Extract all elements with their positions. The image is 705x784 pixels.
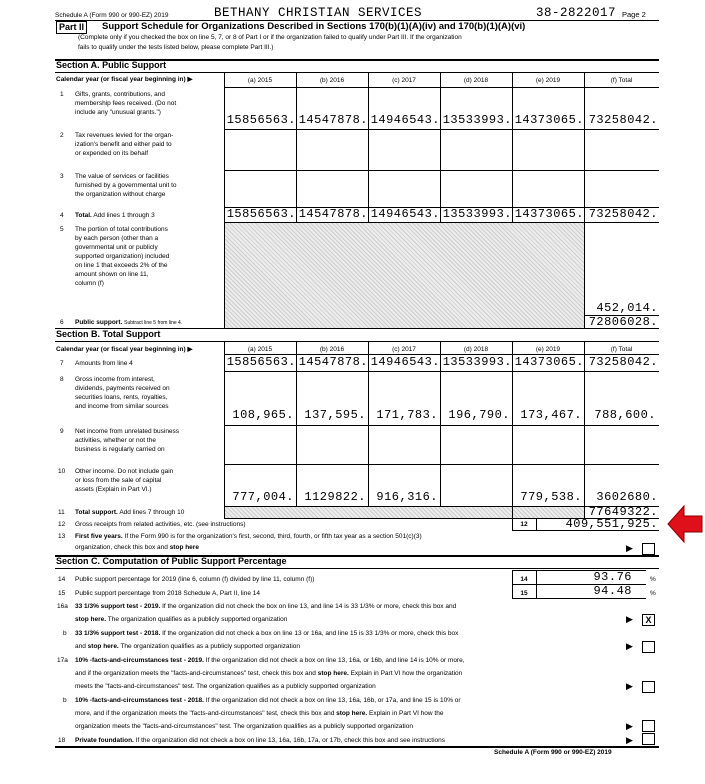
shaded-area (224, 506, 584, 518)
line-17a-number: 17a (57, 657, 68, 664)
line-17b-label-2: more, and if the organization meets the "facts-and-circumstances" test, check this box and stop here. Explain in Part VI how the (75, 710, 444, 717)
line-2-label: Tax revenues levied for the organ- ization's benefit and either paid to or expended on its behalf (75, 132, 174, 157)
line-11-f: 77649322. (588, 505, 658, 519)
line-4-b: 14547878. (298, 207, 368, 221)
line-4-c: 14946543. (370, 207, 440, 221)
right-triangle-icon: ▶ (187, 346, 193, 353)
line-16a-checkbox[interactable]: X (642, 614, 655, 626)
line-17a-label: 10% -facts-and-circumstances test - 2019. If the organization did not check a box on line 13, 16a, or 16b, and line 14 is 10% or more, (75, 657, 465, 664)
line-14-number: 14 (58, 576, 66, 583)
right-triangle-icon: ▶ (626, 735, 633, 745)
line-8-d: 196,790. (448, 408, 510, 422)
line-7-d: 13533993. (442, 355, 512, 369)
right-triangle-icon: ▶ (626, 614, 633, 624)
line-8-number: 8 (60, 376, 64, 383)
rule (224, 72, 225, 328)
col-b: (b) 2016 (319, 346, 345, 353)
section-a-title: Section A. Public Support (56, 60, 167, 70)
line-4-e: 14373065. (514, 207, 584, 221)
part-title: Support Schedule for Organizations Described in Sections 170(b)(1)(A)(iv) and 170(b)(1)(A)(vi) (102, 21, 526, 32)
line-1-e: 14373065. (514, 113, 584, 127)
col-c: (c) 2017 (392, 77, 416, 84)
rule (224, 129, 659, 130)
col-f: (f) Total (610, 346, 633, 353)
rule (55, 568, 659, 569)
line-14-label: Public support percentage for 2019 (line 6, column (f) divided by line 11, column (f)) (75, 576, 315, 583)
calendar-year-label-b: Calendar year (or fiscal year beginning in) ▶ (56, 346, 193, 353)
col-c: (c) 2017 (392, 346, 416, 353)
line-7-f: 73258042. (588, 355, 658, 369)
line-5-f: 452,014. (596, 301, 658, 315)
line-18-label: Private foundation. If the organization did not check a box on line 13, 16a, 16b, 17a, or 17b, check this box and see instructions (75, 737, 445, 744)
part-instructions: (Complete only if you checked the box on line 5, 7, or 8 of Part I or if the organization failed to qualify under Part III. If the organization (78, 34, 462, 41)
line-8-e: 173,467. (520, 408, 582, 422)
line-6-number: 6 (60, 319, 64, 326)
line-17a-label-3: meets the "facts-and-circumstances" test. The organization qualifies as a publicly supported organization (75, 683, 376, 690)
line-6-label: Public support. Subtract line 5 from line 4. (75, 319, 183, 326)
line-8-a: 108,965. (232, 408, 294, 422)
line-7-e: 14373065. (514, 355, 584, 369)
line-17b-label-3: organization meets the "facts-and-circumstances" test. The organization qualifies as a publicly supported organization (75, 723, 413, 730)
line-7-number: 7 (60, 360, 64, 367)
rule (224, 222, 659, 223)
col-d: (d) 2018 (463, 77, 489, 84)
calendar-year-label: Calendar year (or fiscal year beginning in) ▶ (56, 76, 193, 83)
rule (224, 464, 659, 465)
line-4-label: Total. Add lines 1 through 3 (75, 212, 155, 219)
rule (296, 72, 297, 222)
line-18-number: 18 (58, 737, 66, 744)
line-15-value: 94.48 (593, 584, 632, 598)
line-14-box-number: 14 (520, 576, 528, 583)
line-10-a: 777,004. (232, 490, 294, 504)
line-5-label: The portion of total contributions by each person (other than a governmental unit or publicly supported organization) included on line 1 that exceeds 2% of the amount shown on line 11, column (f) (75, 226, 170, 287)
right-triangle-icon: ▶ (626, 641, 633, 651)
line-13-label-2: organization, check this box and stop here (75, 544, 199, 551)
red-arrow-icon (666, 504, 704, 544)
col-b: (b) 2016 (319, 77, 345, 84)
ein: 38-2822017 (536, 6, 617, 20)
line-16a-label-2: stop here. The organization qualifies as a publicly supported organization (75, 616, 288, 623)
line-11-label: Total support. Add lines 7 through 10 (75, 509, 185, 516)
line-17a-label-2: and if the organization meets the "facts-and-circumstances" test, check this box and stop here. Explain in Part VI how the organization (75, 670, 463, 677)
line-11-number: 11 (58, 509, 65, 516)
line-12-label: Gross receipts from related activities, etc. (see instructions) (75, 521, 246, 528)
line-17b-label: 10% -facts-and-circumstances test - 2018. If the organization did not check a box on line 13, 16a, 16b, or 17a, and line 15 is 10% or (75, 697, 461, 704)
line-16b-checkbox[interactable] (642, 641, 655, 653)
rule (512, 72, 513, 222)
line-18-checkbox[interactable] (642, 733, 655, 745)
line-17a-checkbox[interactable] (642, 681, 655, 693)
col-e: (e) 2019 (535, 77, 561, 84)
line-2-number: 2 (60, 132, 64, 139)
line-4-d: 13533993. (442, 207, 512, 221)
percent-sign: % (650, 576, 656, 583)
line-16a-label: 33 1/3% support test - 2019. If the organization did not check the box on line 13, and line 14 is 33 1/3% or more, check this box and (75, 603, 457, 610)
rule (584, 72, 585, 328)
line-16b-number: b (63, 630, 67, 637)
line-5-number: 5 (60, 226, 64, 233)
right-triangle-icon: ▶ (626, 721, 633, 731)
line-15-label: Public support percentage from 2018 Schedule A, Part II, line 14 (75, 590, 261, 597)
line-10-b: 1129822. (304, 490, 366, 504)
col-a: (a) 2015 (247, 77, 273, 84)
line-7-b: 14547878. (298, 355, 368, 369)
line-16a-number: 16a (57, 603, 68, 610)
line-1-b: 14547878. (298, 113, 368, 127)
rule (224, 170, 659, 171)
rule (55, 341, 659, 342)
line-17b-number: b (63, 697, 67, 704)
organization-name: BETHANY CHRISTIAN SERVICES (214, 6, 423, 20)
section-c-title: Section C. Computation of Public Support Percentage (56, 556, 287, 566)
rule (368, 72, 369, 222)
line-10-c: 916,316. (376, 490, 438, 504)
right-triangle-icon: ▶ (187, 76, 193, 83)
line-7-a: 15856563. (226, 355, 296, 369)
rule (512, 598, 646, 599)
right-triangle-icon: ▶ (626, 681, 633, 691)
line-6-f: 72806028. (588, 315, 658, 329)
line-16b-label: 33 1/3% support test - 2018. If the organization did not check a box on line 13 or 16a, and line 15 is 33 1/3% or more, check this box (75, 630, 459, 637)
line-12-box-number: 12 (520, 521, 528, 528)
shaded-area (224, 222, 584, 328)
line-13-label: First five years. If the Form 990 is for the organization's first, second, third, fourth, or fifth tax year as a section 501(c)(3) (75, 533, 422, 540)
rule (224, 371, 659, 372)
line-15-number: 15 (58, 590, 66, 597)
section-b-title: Section B. Total Support (56, 329, 161, 339)
line-8-f: 788,600. (594, 408, 656, 422)
line-1-a: 15856563. (226, 113, 296, 127)
part-instructions-2: fails to qualify under the tests listed below, please complete Part III.) (78, 44, 274, 51)
line-1-f: 73258042. (588, 113, 658, 127)
line-12-value: 409,551,925. (565, 517, 658, 531)
form-reference: Schedule A (Form 990 or 990-EZ) 2019 (55, 12, 169, 19)
line-13-number: 13 (58, 533, 66, 540)
line-9-label: Net income from unrelated business activities, whether or not the business is regularly carried on (75, 428, 180, 453)
right-triangle-icon: ▶ (626, 543, 633, 553)
line-8-c: 171,783. (376, 408, 438, 422)
col-f: (f) Total (610, 77, 633, 84)
line-16b-label-2: and stop here. The organization qualifies as a publicly supported organization (75, 643, 301, 650)
col-a: (a) 2015 (247, 346, 273, 353)
col-e: (e) 2019 (535, 346, 561, 353)
line-10-number: 10 (58, 468, 66, 475)
line-9-number: 9 (60, 428, 64, 435)
page-number: Page 2 (622, 10, 646, 19)
line-1-c: 14946543. (370, 113, 440, 127)
rule (224, 87, 659, 88)
line-1-number: 1 (60, 91, 64, 98)
percent-sign: % (650, 590, 656, 597)
line-7-label: Amounts from line 4 (75, 360, 133, 367)
line-7-c: 14946543. (370, 355, 440, 369)
rule (55, 72, 659, 73)
line-3-label: The value of services or facilities furnished by a governmental unit to the organization without charge (75, 173, 177, 198)
line-4-number: 4 (60, 212, 64, 219)
part-label: Part II (56, 21, 87, 34)
rule (224, 425, 659, 426)
line-4-f: 73258042. (588, 207, 658, 221)
line-13-checkbox[interactable] (642, 543, 655, 555)
col-d: (d) 2018 (463, 346, 489, 353)
line-14-value: 93.76 (593, 570, 632, 584)
line-12-number: 12 (58, 521, 66, 528)
line-10-f: 3602680. (596, 490, 658, 504)
footer-form-reference: Schedule A (Form 990 or 990-EZ) 2019 (494, 749, 612, 756)
line-8-b: 137,595. (304, 408, 366, 422)
line-15-box-number: 15 (520, 590, 528, 597)
line-1-label: Gifts, grants, contributions, and membership fees received. (Do not include any "unusual grants.") (75, 91, 177, 116)
line-10-label: Other income. Do not include gain or loss from the sale of capital assets (Explain in Part VI.) (75, 468, 174, 493)
line-3-number: 3 (60, 173, 64, 180)
line-8-label: Gross income from interest, dividends, payments received on securities loans, rents, royalties, and income from similar sources (75, 376, 170, 410)
line-17b-checkbox[interactable] (642, 720, 655, 732)
rule (440, 72, 441, 222)
line-10-e: 779,538. (520, 490, 582, 504)
line-4-a: 15856563. (226, 207, 296, 221)
line-1-d: 13533993. (442, 113, 512, 127)
